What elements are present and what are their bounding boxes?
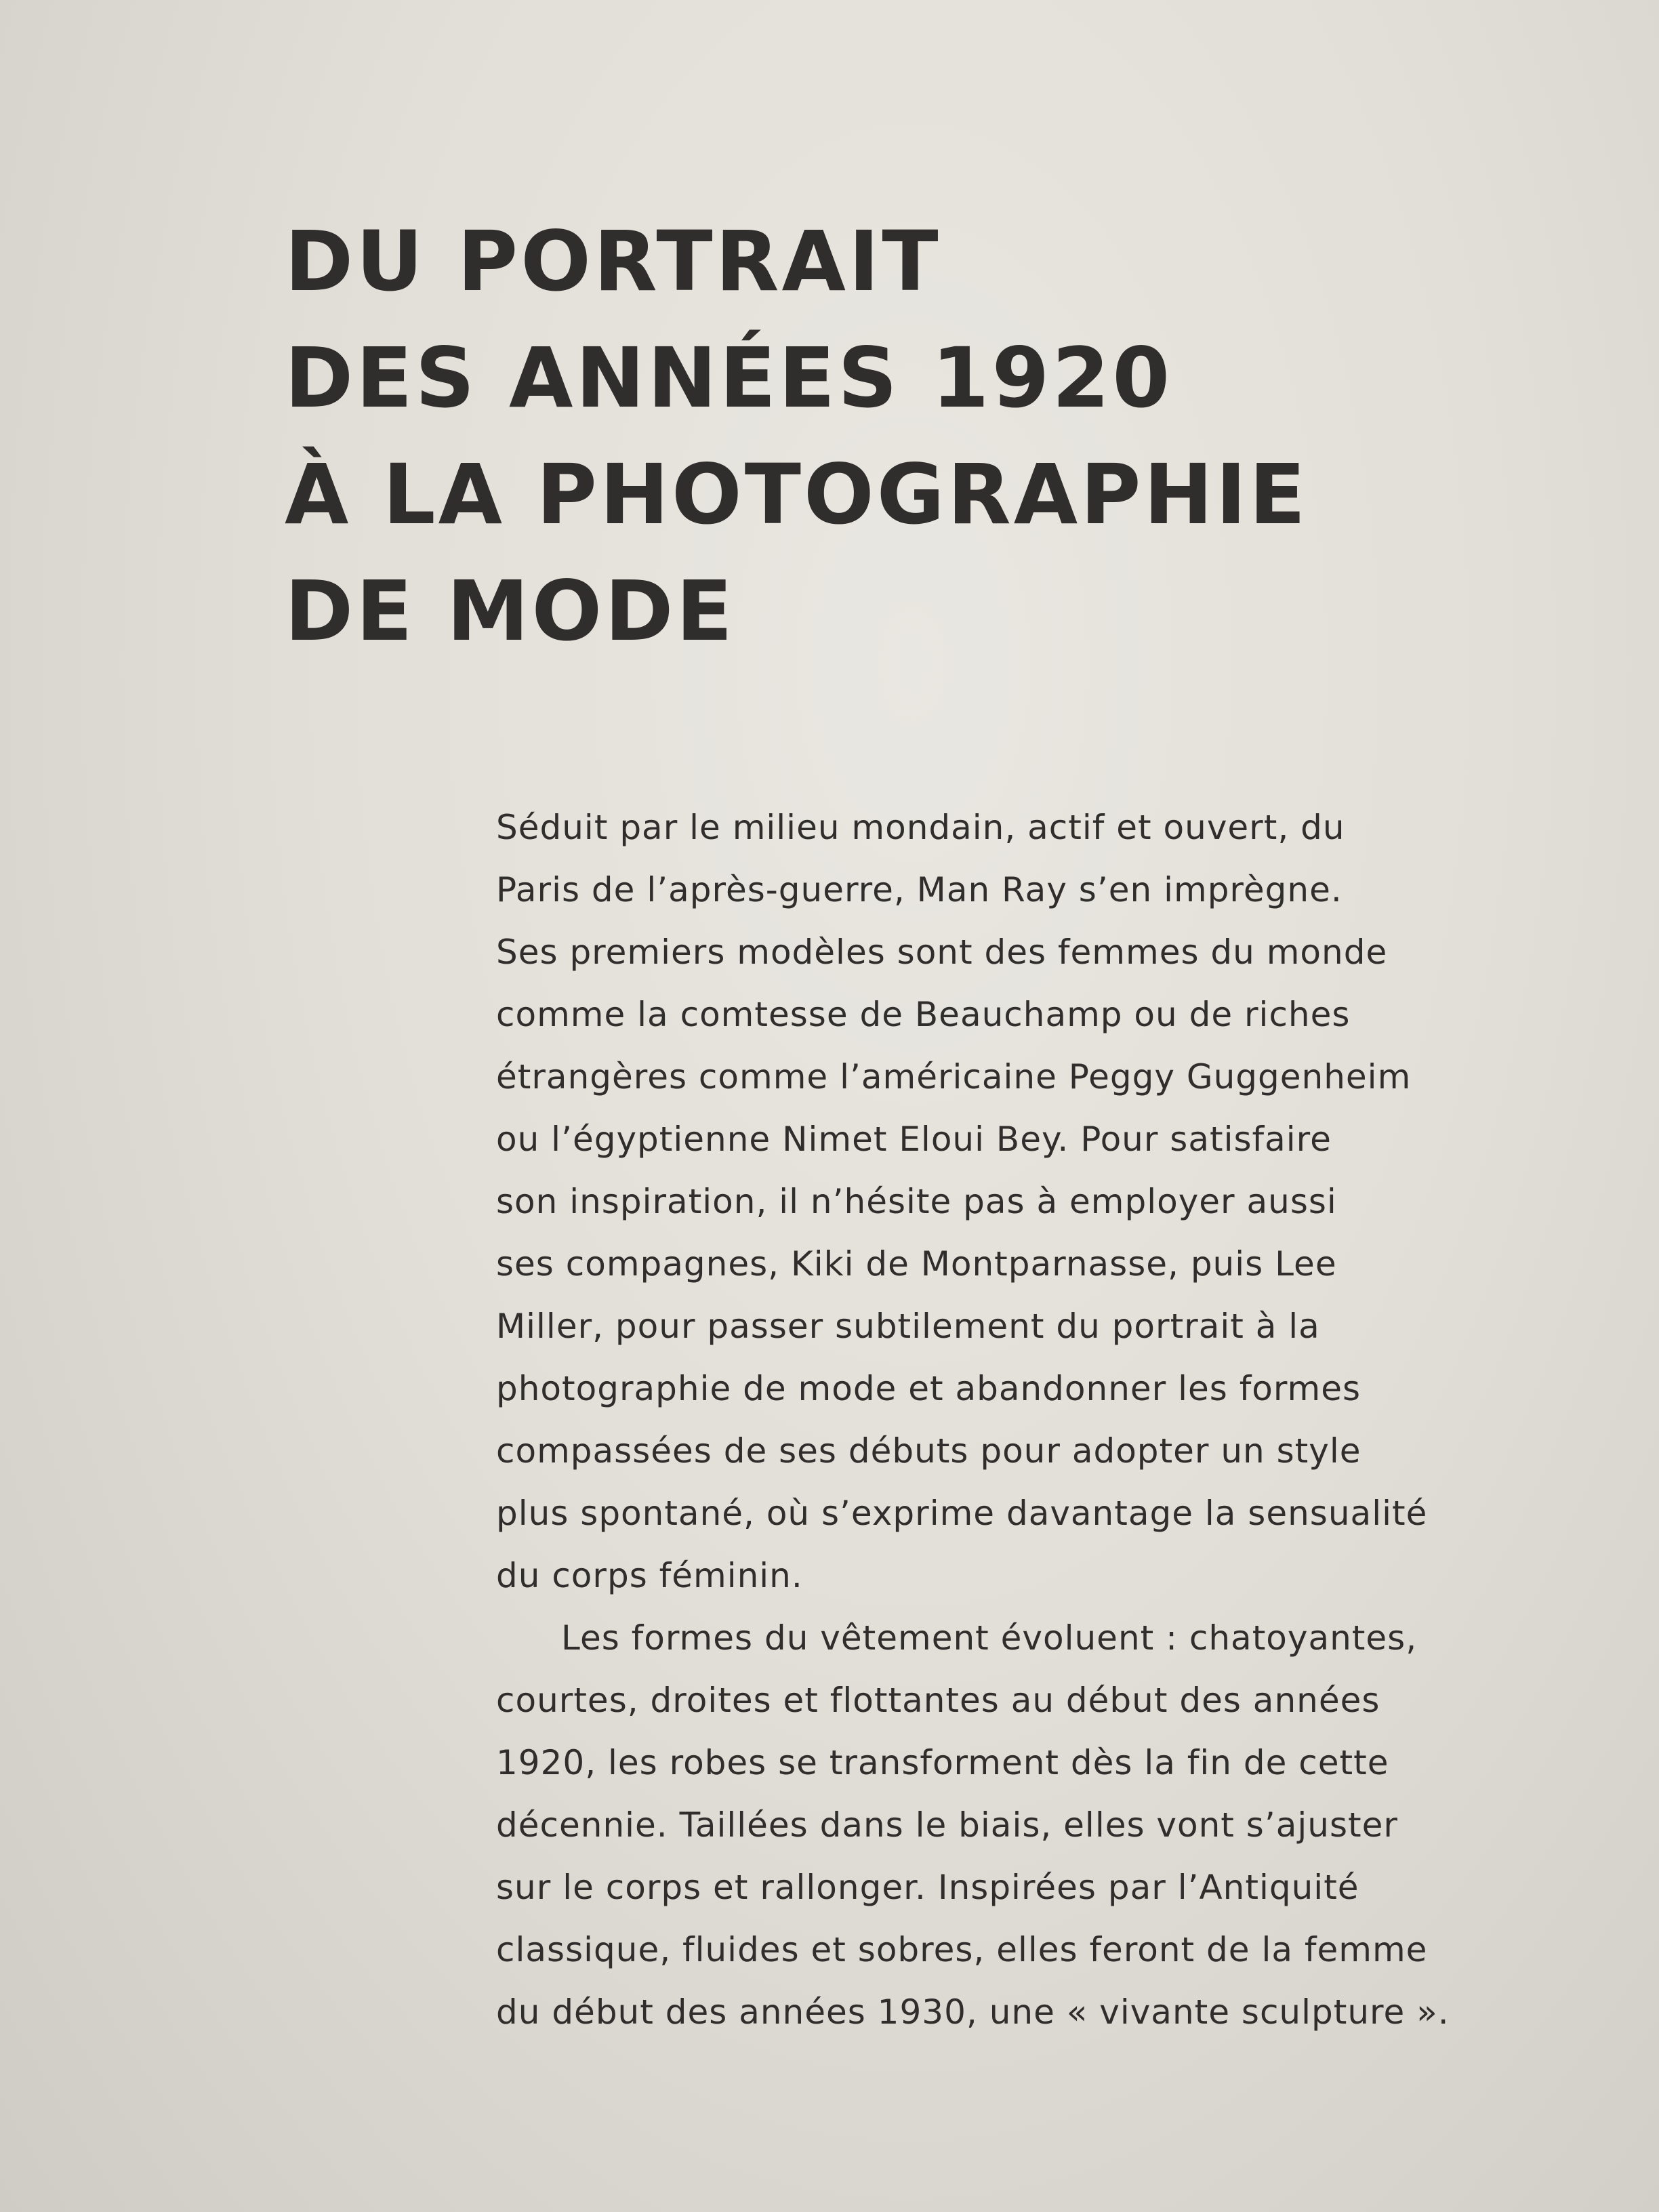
text-line: son inspiration, il n’hésite pas à employer aussi <box>496 1182 1337 1221</box>
panel-title <box>285 203 1437 670</box>
text-line: étrangères comme l’américaine Peggy Guggenheim <box>496 1057 1412 1097</box>
text-line: ou l’égyptienne Nimet Eloui Bey. Pour satisfaire <box>496 1120 1332 1159</box>
text-line: Les formes du vêtement évoluent : chatoyantes, <box>561 1618 1418 1658</box>
title-line: DU PORTRAIT <box>285 213 941 310</box>
title-line: DE MODE <box>285 563 735 659</box>
text-line: classique, fluides et sobres, elles feront de la femme <box>496 1930 1428 1969</box>
text-line: comme la comtesse de Beauchamp ou de riches <box>496 995 1351 1034</box>
text-line: Miller, pour passer subtilement du portrait à la <box>496 1307 1320 1346</box>
text-line: du début des années 1930, une « vivante sculpture ». <box>496 1992 1450 2032</box>
text-line: Ses premiers modèles sont des femmes du monde <box>496 933 1388 972</box>
text-line: compassées de ses débuts pour adopter un style <box>496 1431 1361 1471</box>
text-line: du corps féminin. <box>496 1556 803 1595</box>
text-line: courtes, droites et flottantes au début des années <box>496 1681 1380 1720</box>
title-line: À LA PHOTOGRAPHIE <box>285 447 1309 543</box>
text-line: 1920, les robes se transforment dès la fin de cette <box>496 1743 1389 1782</box>
paragraph-2 <box>496 1607 1506 2043</box>
text-line: sur le corps et rallonger. Inspirées par l’Antiquité <box>496 1868 1359 1907</box>
body-text <box>496 796 1506 2043</box>
text-line: Séduit par le milieu mondain, actif et ouvert, du <box>496 808 1345 847</box>
paragraph-1 <box>496 796 1506 1607</box>
title-line: DES ANNÉES 1920 <box>285 330 1173 426</box>
text-line: photographie de mode et abandonner les formes <box>496 1369 1361 1408</box>
text-line: ses compagnes, Kiki de Montparnasse, puis Lee <box>496 1244 1337 1284</box>
text-line: décennie. Taillées dans le biais, elles vont s’ajuster <box>496 1805 1398 1845</box>
text-line: plus spontané, où s’exprime davantage la sensualité <box>496 1494 1428 1533</box>
text-line: Paris de l’après-guerre, Man Ray s’en imprègne. <box>496 870 1343 909</box>
